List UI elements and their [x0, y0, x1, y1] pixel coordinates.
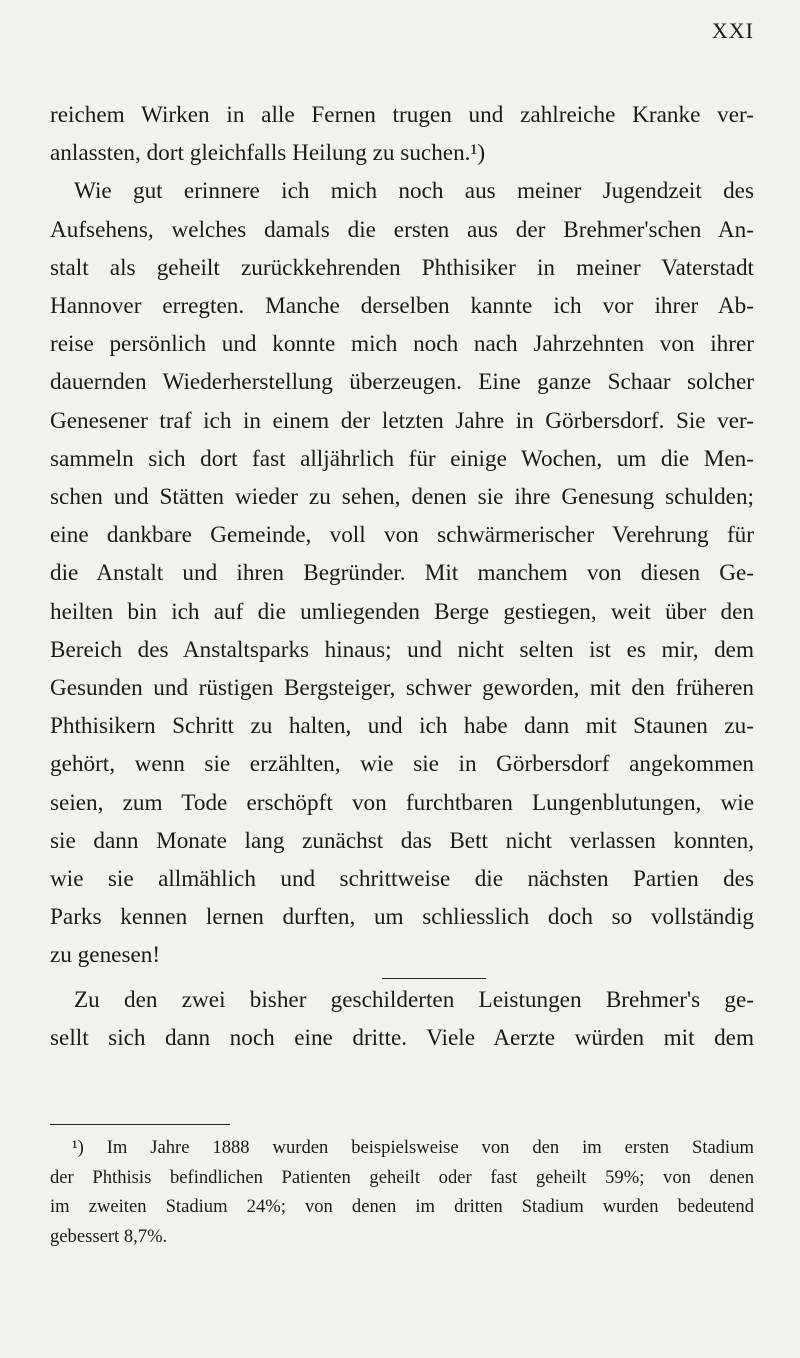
text-line: gehört, wenn sie erzählten, wie sie in Görbersdorf angekommen [50, 751, 754, 778]
body-text [50, 96, 754, 1057]
text-line: stalt als geheilt zurückkehrenden Phthisiker in meiner Vaterstadt [50, 254, 754, 281]
text-line: reise persönlich und konnte mich noch nach Jahrzehnten von ihrer [50, 331, 754, 358]
paragraph-1 [50, 96, 754, 172]
text-line: schen und Stätten wieder zu sehen, denen sie ihre Genesung schulden; [50, 484, 754, 511]
footnote-line: ¹) Im Jahre 1888 wurden beispielsweise von den im ersten Stadium [72, 1137, 754, 1158]
footnote-line: der Phthisis befindlichen Patienten geheilt oder fast geheilt 59%; von denen [50, 1166, 754, 1188]
footnote-divider [50, 1124, 230, 1125]
text-line: Hannover erregten. Manche derselben kannte ich vor ihrer Ab- [50, 293, 754, 320]
text-line: Parks kennen lernen durften, um schliesslich doch so vollständig [50, 904, 754, 931]
text-line: Gesunden und rüstigen Bergsteiger, schwer geworden, mit den früheren [50, 675, 754, 702]
footnote [50, 1133, 754, 1251]
text-line: Wie gut erinnere ich mich noch aus meiner Jugendzeit des [74, 178, 754, 205]
text-line: eine dankbare Gemeinde, voll von schwärmerischer Verehrung für [50, 522, 754, 549]
text-line: sammeln sich dort fast alljährlich für einige Wochen, um die Men- [50, 445, 754, 472]
text-line: Phthisikern Schritt zu halten, und ich habe dann mit Staunen zu- [50, 713, 754, 740]
page-number: XXI [711, 18, 754, 43]
text-line: wie sie allmählich und schrittweise die nächsten Partien des [50, 866, 754, 893]
text-line: reichem Wirken in alle Fernen trugen und zahlreiche Kranke ver- [50, 102, 754, 128]
text-line: dauernden Wiederherstellung überzeugen. Eine ganze Schaar solcher [50, 369, 754, 396]
text-line: Zu den zwei bisher geschilderten Leistungen Brehmer's ge- [74, 986, 754, 1013]
text-line: seien, zum Tode erschöpft von furchtbaren Lungenblutungen, wie [50, 789, 754, 816]
footnote-line: gebessert 8,7%. [50, 1225, 168, 1247]
text-line: sie dann Monate lang zunächst das Bett nicht verlassen konnten, [50, 827, 754, 854]
text-line: heilten bin ich auf die umliegenden Berge gestiegen, weit über den [50, 598, 754, 625]
text-line: sellt sich dann noch eine dritte. Viele Aerzte würden mit dem [50, 1024, 754, 1051]
footnote-line: im zweiten Stadium 24%; von denen im dritten Stadium wurden bedeutend [50, 1196, 754, 1217]
text-line: anlassten, dort gleichfalls Heilung zu suchen.¹) [50, 140, 486, 167]
text-line: die Anstalt und ihren Begründer. Mit manchem von diesen Ge- [50, 560, 754, 587]
text-line: Genesener traf ich in einem der letzten Jahre in Görbersdorf. Sie ver- [50, 407, 754, 434]
text-line: zu genesen! [50, 942, 161, 969]
paragraph-2 [50, 172, 754, 974]
text-line: Bereich des Anstaltsparks hinaus; und nicht selten ist es mir, dem [50, 636, 754, 663]
section-divider [382, 978, 486, 979]
text-line: Aufsehens, welches damals die ersten aus der Brehmer'schen An- [50, 216, 754, 243]
paragraph-3 [50, 981, 754, 1057]
